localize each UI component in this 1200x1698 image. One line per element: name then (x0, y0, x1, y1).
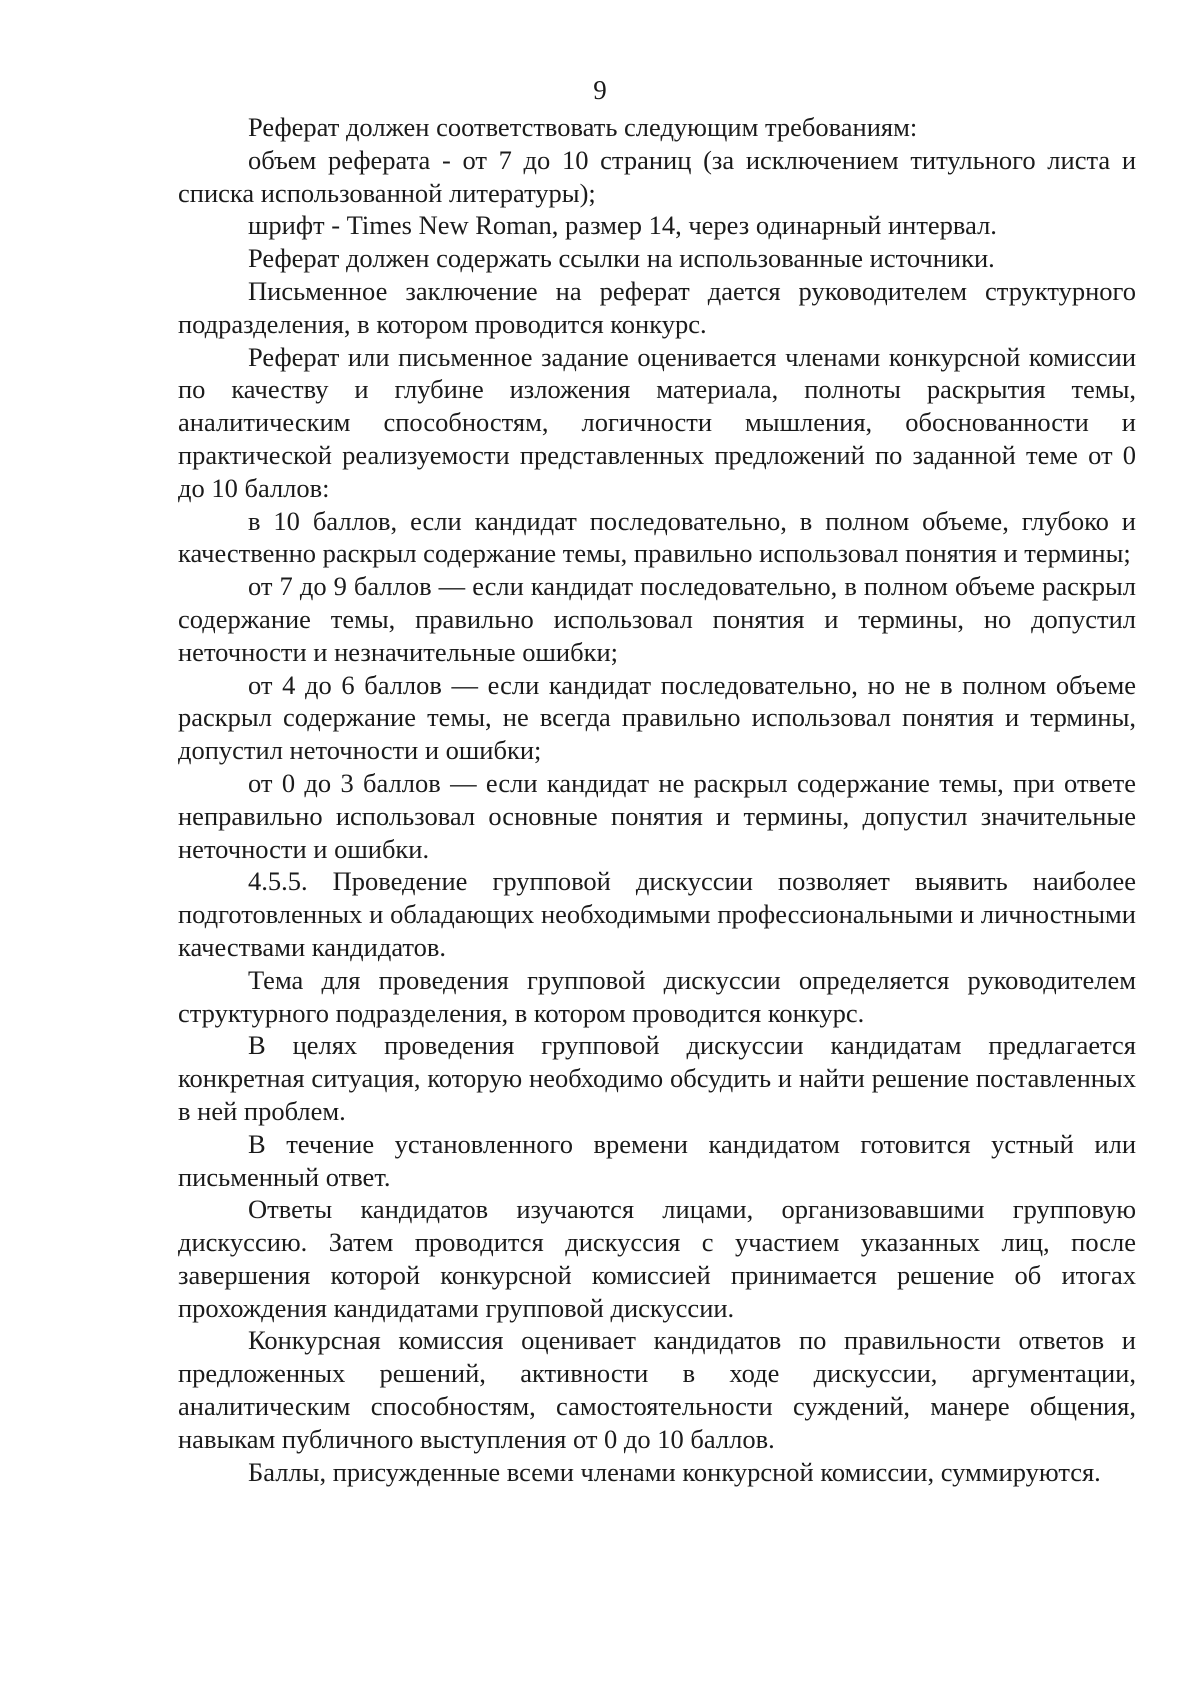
paragraph-evaluation: Реферат или письменное задание оценивается членами конкурсной комиссии по качеству и глубине изложения материала, полноты раскрытия темы, аналитическим способностям, логичности мышления, обоснованности и практической реализуемости представленных предложений по заданной теме от 0 до 10 баллов: (178, 341, 1136, 503)
document-body (178, 111, 1136, 1488)
paragraph-group-discussion: 4.5.5. Проведение групповой дискуссии позволяет выявить наиболее подготовленных и обладающих необходимыми профессиональными и личностными качествами кандидатов. (178, 866, 1136, 962)
paragraph-score-4-6: от 4 до 6 баллов — если кандидат последовательно, но не в полном объеме раскрыл содержание темы, не всегда правильно использовал понятия и термины, допустил неточности и ошибки; (178, 669, 1136, 766)
paragraph-score-0-3: от 0 до 3 баллов — если кандидат не раскрыл содержание темы, при ответе неправильно использовал основные понятия и термины, допустил значительные неточности и ошибки. (178, 767, 1136, 864)
paragraph-discussion-topic: Тема для проведения групповой дискуссии определяется руководителем структурного подразделения, в котором проводится конкурс. (178, 964, 1136, 1028)
paragraph-answer-time: В течение установленного времени кандидатом готовится устный или письменный ответ. (178, 1128, 1136, 1192)
paragraph-commission-evaluation: Конкурсная комиссия оценивает кандидатов по правильности ответов и предложенных решений, активности в ходе дискуссии, аргументации, аналитическим способностям, самостоятельности суждений, манере общения, навыкам публичного выступления от 0 до 10 баллов. (178, 1325, 1136, 1454)
paragraph-written-conclusion: Письменное заключение на реферат дается руководителем структурного подразделения, в котором проводится конкурс. (178, 275, 1136, 339)
paragraph-answers-study: Ответы кандидатов изучаются лицами, организовавшими групповую дискуссию. Затем проводится дискуссия с участием указанных лиц, после завершения которой конкурсной комиссией принимается решение об итогах прохождения кандидатами групповой дискуссии. (178, 1194, 1136, 1323)
paragraph-scores-summed: Баллы, присужденные всеми членами конкурсной комиссии, суммируются. (248, 1456, 1101, 1487)
paragraph-score-10: в 10 баллов, если кандидат последовательно, в полном объеме, глубоко и качественно раскрыл содержание темы, правильно использовал понятия и термины; (178, 505, 1136, 569)
paragraph-references: Реферат должен содержать ссылки на использованные источники. (248, 243, 995, 274)
page-number: 9 (593, 75, 607, 105)
paragraph-score-7-9: от 7 до 9 баллов — если кандидат последовательно, в полном объеме раскрыл содержание темы, правильно использовал понятия и термины, но допустил неточности и незначительные ошибки; (178, 571, 1136, 667)
paragraph-requirements-intro: Реферат должен соответствовать следующим требованиям: (248, 112, 918, 142)
paragraph-situation: В целях проведения групповой дискуссии кандидатам предлагается конкретная ситуация, которую необходимо обсудить и найти решение поставленных в ней проблем. (178, 1030, 1136, 1126)
paragraph-font: шрифт - Times New Roman, размер 14, через одинарный интервал. (248, 210, 997, 241)
paragraph-volume: объем реферата - от 7 до 10 страниц (за исключением титульного листа и списка использованной литературы); (178, 144, 1136, 208)
